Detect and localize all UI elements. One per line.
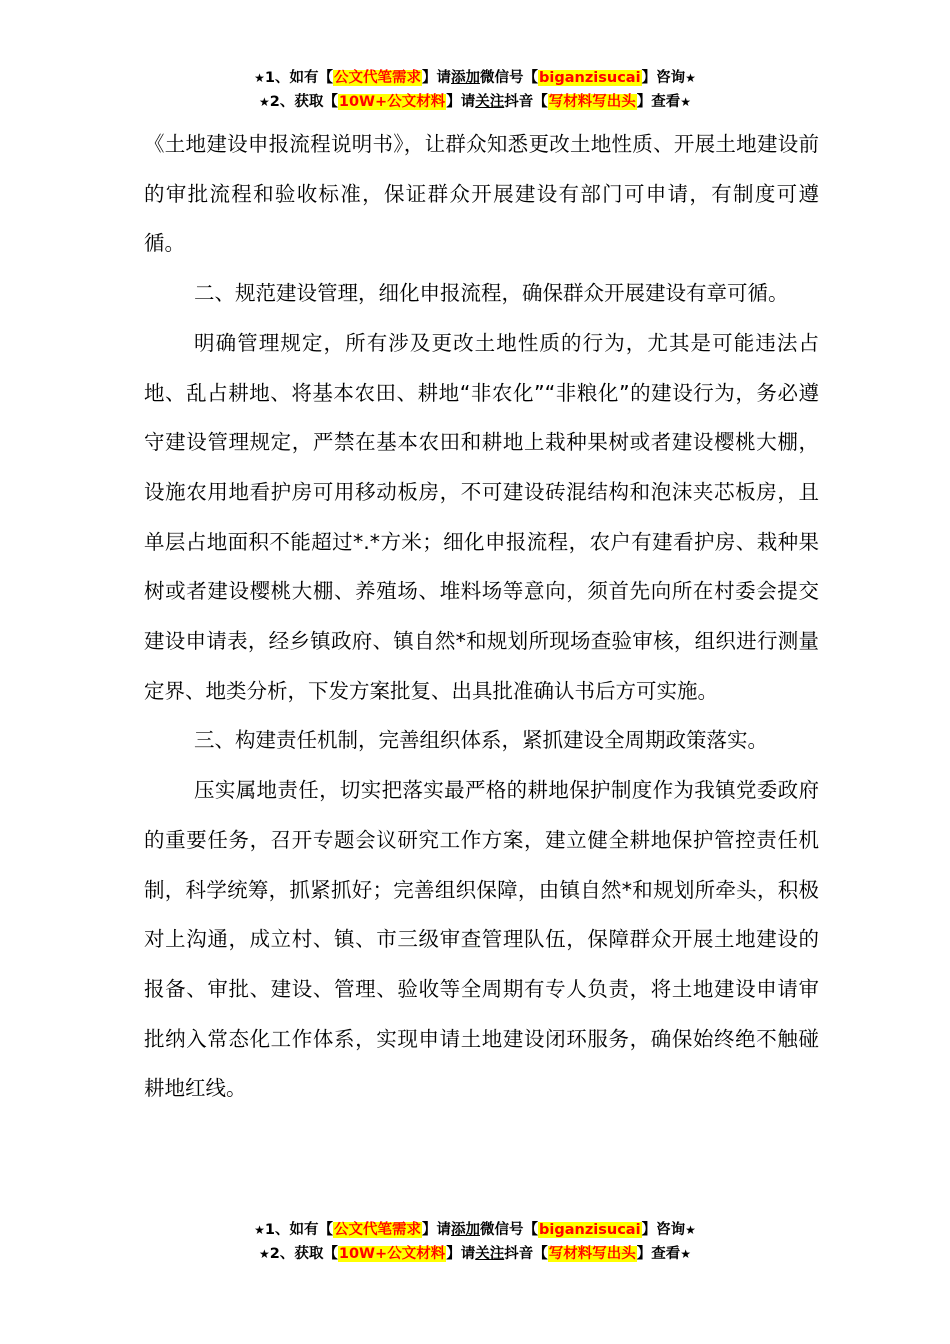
banner-text: 抖音【 bbox=[504, 94, 548, 110]
star-icon: ★ bbox=[254, 71, 265, 85]
highlight-douyin: 写材料写出头 bbox=[548, 1246, 636, 1262]
banner-text: 1、如有【 bbox=[264, 1222, 334, 1238]
highlight-service: 公文代笔需求 bbox=[334, 70, 422, 86]
star-icon: ★ bbox=[685, 71, 696, 85]
banner-text: 微信号【 bbox=[480, 1222, 539, 1238]
banner-line-1 bbox=[0, 1218, 950, 1242]
star-icon: ★ bbox=[680, 95, 691, 109]
star-icon: ★ bbox=[259, 95, 270, 109]
highlight-materials: 10W+公文材料 bbox=[338, 1246, 446, 1262]
banner-text: 】请 bbox=[422, 1222, 452, 1238]
banner-text: 】请 bbox=[446, 94, 476, 110]
banner-text: 】咨询 bbox=[641, 70, 686, 86]
banner-line-1 bbox=[0, 66, 950, 90]
header-banner bbox=[0, 66, 950, 114]
banner-line-2 bbox=[0, 1242, 950, 1266]
banner-text: 微信号【 bbox=[480, 70, 539, 86]
banner-emphasis: 添加 bbox=[451, 70, 481, 86]
banner-emphasis: 关注 bbox=[475, 94, 505, 110]
highlight-wechat-id: biganzisucai bbox=[539, 1222, 641, 1238]
banner-text: 】咨询 bbox=[641, 1222, 686, 1238]
banner-text: 】请 bbox=[446, 1246, 476, 1262]
paragraph-continuation: 《土地建设申报流程说明书》，让群众知悉更改土地性质、开展土地建设前的审批流程和验收标准，保证群众开展建设有部门可申请，有制度可遵循。 bbox=[144, 132, 819, 256]
document-body bbox=[144, 120, 819, 1114]
highlight-wechat-id: biganzisucai bbox=[539, 70, 641, 86]
paragraph-responsibility: 压实属地责任，切实把落实最严格的耕地保护制度作为我镇党委政府的重要任务，召开专题会议研究工作方案，建立健全耕地保护管控责任机制，科学统筹，抓紧抓好；完善组织保障，由镇自然*和规划所牵头，积极对上沟通，成立村、镇、市三级审查管理队伍，保障群众开展土地建设的报备、审批、建设、管理、验收等全周期有专人负责，将土地建设申请审批纳入常态化工作体系，实现申请土地建设闭环服务，确保始终绝不触碰耕地红线。 bbox=[144, 778, 819, 1101]
banner-text: 】查看 bbox=[636, 94, 681, 110]
footer-banner bbox=[0, 1218, 950, 1266]
banner-text: 】查看 bbox=[636, 1246, 681, 1262]
banner-line-2 bbox=[0, 90, 950, 114]
star-icon: ★ bbox=[685, 1223, 696, 1237]
banner-text: 2、获取【 bbox=[269, 94, 338, 110]
banner-text: 】请 bbox=[422, 70, 452, 86]
banner-emphasis: 添加 bbox=[451, 1222, 481, 1238]
banner-text: 1、如有【 bbox=[264, 70, 334, 86]
highlight-service: 公文代笔需求 bbox=[334, 1222, 422, 1238]
section-heading-3: 三、构建责任机制，完善组织体系，紧抓建设全周期政策落实。 bbox=[194, 728, 768, 753]
banner-text: 抖音【 bbox=[504, 1246, 548, 1262]
highlight-douyin: 写材料写出头 bbox=[548, 94, 636, 110]
star-icon: ★ bbox=[254, 1223, 265, 1237]
banner-text: 2、获取【 bbox=[269, 1246, 338, 1262]
star-icon: ★ bbox=[259, 1247, 270, 1261]
section-heading-2: 二、规范建设管理，细化申报流程，确保群众开展建设有章可循。 bbox=[194, 281, 789, 306]
highlight-materials: 10W+公文材料 bbox=[338, 94, 446, 110]
paragraph-management-rules: 明确管理规定，所有涉及更改土地性质的行为，尤其是可能违法占地、乱占耕地、将基本农田、耕地“非农化”“非粮化”的建设行为，务必遵守建设管理规定，严禁在基本农田和耕地上栽种果树或者建设樱桃大棚，设施农用地看护房可用移动板房，不可建设砖混结构和泡沫夹芯板房，且单层占地面积不能超过*.*方米；细化申报流程，农户有建看护房、栽种果树或者建设樱桃大棚、养殖场、堆料场等意向，须首先向所在村委会提交建设申请表，经乡镇政府、镇自然*和规划所现场查验审核，组织进行测量定界、地类分析，下发方案批复、出具批准确认书后方可实施。 bbox=[144, 330, 819, 703]
star-icon: ★ bbox=[680, 1247, 691, 1261]
banner-emphasis: 关注 bbox=[475, 1246, 505, 1262]
